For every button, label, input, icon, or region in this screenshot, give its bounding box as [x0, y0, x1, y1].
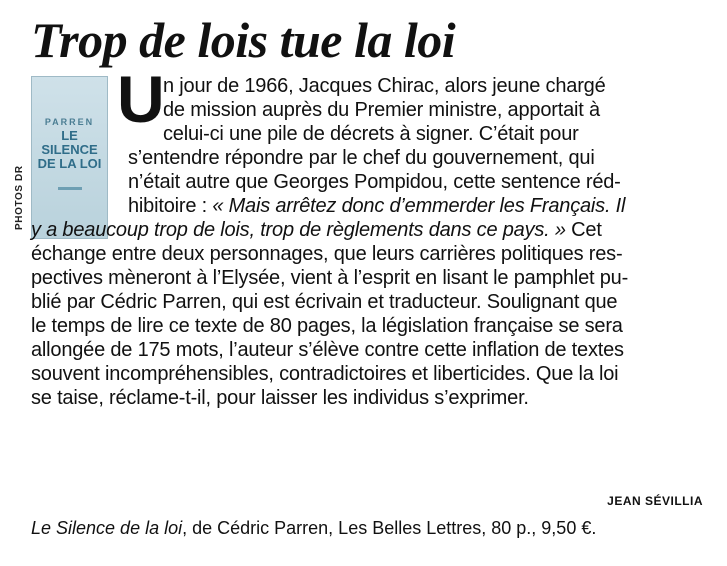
book-reference-title: Le Silence de la loi — [31, 518, 183, 538]
photo-credit: PHOTOS DR — [14, 165, 25, 230]
body-line: échange entre deux personnages, que leurs carrières politiques res- — [31, 243, 623, 265]
book-cover-image — [31, 76, 108, 239]
article-title: Trop de lois tue la loi — [31, 12, 456, 68]
book-reference — [31, 517, 596, 539]
body-line: s’entendre répondre par le chef du gouvernement, qui — [128, 147, 595, 169]
book-cover-author: PARREN — [44, 117, 95, 127]
drop-cap: U — [117, 62, 165, 136]
body-line: de mission auprès du Premier ministre, apportait à — [163, 99, 600, 121]
book-cover-title: LE SILENCE DE LA LOI — [37, 128, 102, 171]
body-line: blié par Cédric Parren, qui est écrivain et traducteur. Soulignant que — [31, 291, 618, 313]
body-line: allongée de 175 mots, l’auteur s’élève contre cette inflation de textes — [31, 339, 624, 361]
author-signature: JEAN SÉVILLIA — [607, 494, 703, 508]
body-line: le temps de lire ce texte de 80 pages, la législation française se sera — [31, 315, 623, 337]
book-cover-publisher-mark — [58, 187, 82, 190]
body-line: n jour de 1966, Jacques Chirac, alors jeune chargé — [163, 75, 606, 97]
body-line: pectives mèneront à l’Elysée, vient à l’esprit en lisant le pamphlet pu- — [31, 267, 629, 289]
book-reference-details: , de Cédric Parren, Les Belles Lettres, 80 p., 9,50 €. — [182, 518, 597, 538]
body-line: n’était autre que Georges Pompidou, cette sentence réd- — [128, 171, 621, 193]
body-line: celui-ci une pile de décrets à signer. C’était pour — [163, 123, 579, 145]
body-line: se taise, réclame-t-il, pour laisser les individus s’exprimer. — [31, 387, 529, 409]
body-line: hibitoire : « Mais arrêtez donc d’emmerder les Français. Il — [128, 195, 626, 217]
body-line: souvent incompréhensibles, contradictoires et liberticides. Que la loi — [31, 363, 619, 385]
body-line: y a beaucoup trop de lois, trop de règlements dans ce pays. » Cet — [31, 219, 602, 241]
